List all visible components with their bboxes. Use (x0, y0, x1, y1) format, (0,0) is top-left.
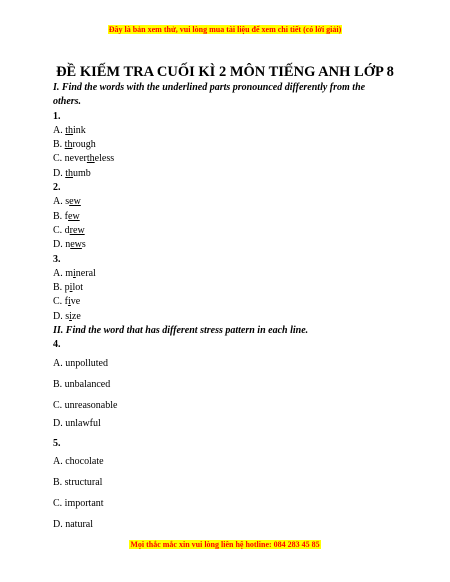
answer-option: D. thumb (53, 167, 91, 179)
answer-option: D. natural (53, 518, 93, 530)
preview-notice (0, 25, 450, 34)
answer-option: B. through (53, 139, 96, 151)
question-number: 4. (53, 339, 61, 351)
answer-option: D. unlawful (53, 417, 101, 429)
answer-option: B. structural (53, 476, 103, 488)
question-number: 5. (53, 437, 61, 449)
question-number: 2. (53, 182, 61, 194)
answer-option: D. size (53, 310, 81, 322)
section2-instruction: II. Find the word that has different stress pattern in each line. (53, 325, 309, 337)
answer-option: C. nevertheless (53, 153, 115, 165)
exam-content (53, 81, 393, 535)
preview-notice-text: Đây là bản xem thử, vui lòng mua tài liệu để xem chi tiết (có lời giải) (108, 25, 342, 34)
answer-option: A. unpolluted (53, 357, 108, 369)
answer-option: B. unbalanced (53, 378, 111, 390)
section1-instruction-cont: others. (53, 96, 82, 108)
answer-option: C. important (53, 497, 104, 509)
answer-option: D. news (53, 239, 86, 251)
answer-option: C. drew (53, 224, 85, 236)
answer-option: C. five (53, 296, 81, 308)
question-number: 1. (53, 110, 61, 122)
hotline-notice-text: Mọi thắc mắc xin vui lòng liên hệ hotline: 084 283 45 85 (130, 540, 320, 549)
answer-option: A. sew (53, 196, 81, 208)
page-title: ĐỀ KIẾM TRA CUỐI KÌ 2 MÔN TIẾNG ANH LỚP 8 (56, 64, 394, 80)
hotline-notice (0, 540, 450, 549)
answer-option: B. few (53, 210, 80, 222)
answer-option: B. pilot (53, 282, 84, 294)
answer-option: A. chocolate (53, 455, 104, 467)
answer-option: A. mineral (53, 267, 96, 279)
question-number: 3. (53, 253, 61, 265)
answer-option: C. unreasonable (53, 399, 118, 411)
answer-option: A. think (53, 124, 86, 136)
section1-instruction: I. Find the words with the underlined parts pronounced differently from the (53, 82, 366, 93)
